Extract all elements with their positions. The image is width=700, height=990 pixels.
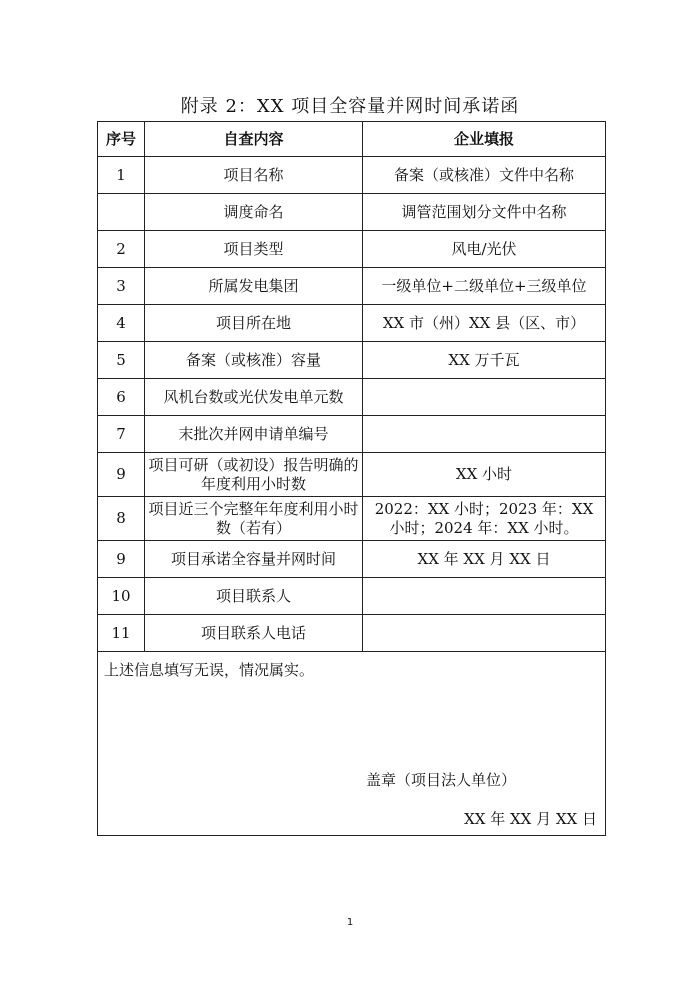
row-no: 6: [98, 379, 145, 416]
table-row: [98, 194, 606, 231]
page-number: 1: [346, 917, 354, 928]
row-item: 项目承诺全容量并网时间: [145, 541, 363, 578]
row-value: 备案（或核准）文件中名称: [363, 157, 606, 194]
row-item: 所属发电集团: [145, 268, 363, 305]
row-no: 9: [98, 453, 145, 497]
row-value: 风电/光伏: [363, 231, 606, 268]
table-row: [98, 453, 606, 497]
row-value: XX 市（州）XX 县（区、市）: [363, 305, 606, 342]
row-no: 7: [98, 416, 145, 453]
row-item: 备案（或核准）容量: [145, 342, 363, 379]
row-item: 项目近三个完整年年度利用小时数（若有）: [145, 497, 363, 541]
table-row: [98, 497, 606, 541]
row-no: 9: [98, 541, 145, 578]
row-value: [363, 615, 606, 652]
table-row: [98, 157, 606, 194]
row-item: 项目联系人电话: [145, 615, 363, 652]
row-value: XX 万千瓦: [363, 342, 606, 379]
row-no: 5: [98, 342, 145, 379]
sign-date: XX 年 XX 月 XX 日: [464, 810, 597, 828]
table-row: [98, 541, 606, 578]
row-no: 3: [98, 268, 145, 305]
table-row: [98, 379, 606, 416]
header-value: 企业填报: [363, 122, 606, 157]
row-no: 8: [98, 497, 145, 541]
table-row: [98, 342, 606, 379]
row-value: [363, 578, 606, 615]
row-value: 2022：XX 小时；2023 年：XX 小时；2024 年：XX 小时。: [363, 497, 606, 541]
row-value: XX 年 XX 月 XX 日: [363, 541, 606, 578]
row-item: 风机台数或光伏发电单元数: [145, 379, 363, 416]
row-item: 项目可研（或初设）报告明确的年度利用小时数: [145, 453, 363, 497]
statement-row: [98, 652, 606, 836]
table-row: [98, 231, 606, 268]
header-item: 自查内容: [145, 122, 363, 157]
row-no: 11: [98, 615, 145, 652]
row-item: 调度命名: [145, 194, 363, 231]
table-row: [98, 416, 606, 453]
row-item: 项目联系人: [145, 578, 363, 615]
row-no: 10: [98, 578, 145, 615]
table-row: [98, 305, 606, 342]
row-value: 调管范围划分文件中名称: [363, 194, 606, 231]
row-value: [363, 416, 606, 453]
header-no: 序号: [98, 122, 145, 157]
row-value: XX 小时: [363, 453, 606, 497]
row-no: 1: [98, 157, 145, 194]
table-row: [98, 615, 606, 652]
document-title: 附录 2：XX 项目全容量并网时间承诺函: [180, 96, 520, 117]
table-header-row: [98, 122, 606, 157]
statement-text: 上述信息填写无误，情况属实。: [104, 661, 315, 679]
row-value: [363, 379, 606, 416]
commitment-form-table: [97, 121, 606, 836]
row-item: 项目类型: [145, 231, 363, 268]
row-item: 项目名称: [145, 157, 363, 194]
row-no: 2: [98, 231, 145, 268]
row-value: 一级单位+二级单位+三级单位: [363, 268, 606, 305]
row-no: [98, 194, 145, 231]
row-item: 项目所在地: [145, 305, 363, 342]
seal-text: 盖章（项目法人单位）: [366, 771, 517, 789]
statement-cell: [98, 652, 606, 836]
row-no: 4: [98, 305, 145, 342]
row-item: 末批次并网申请单编号: [145, 416, 363, 453]
table-row: [98, 578, 606, 615]
table-row: [98, 268, 606, 305]
